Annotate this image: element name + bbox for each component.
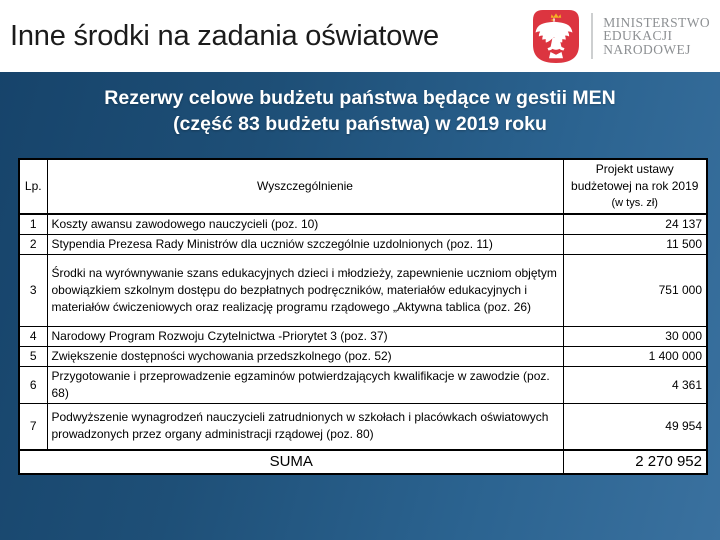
row-number: 2 (19, 235, 47, 255)
col-header-value-line1: Projekt ustawy (595, 162, 674, 176)
page-title: Inne środki na zadania oświatowe (10, 19, 439, 52)
col-header-lp: Lp. (19, 159, 47, 214)
ministry-name-line3: NARODOWEJ (603, 41, 691, 57)
total-value: 2 270 952 (563, 450, 707, 474)
row-item: Narodowy Program Rozwoju Czytelnictwa -Priorytet 3 (poz. 37) (47, 327, 563, 347)
polish-eagle-icon (531, 8, 581, 65)
row-value: 1 400 000 (563, 347, 707, 367)
row-value: 24 137 (563, 214, 707, 235)
table-total-row (19, 450, 707, 474)
row-value: 4 361 (563, 367, 707, 404)
total-label: SUMA (19, 450, 563, 474)
slide-subtitle (0, 85, 720, 137)
row-value: 49 954 (563, 404, 707, 450)
col-header-item: Wyszczególnienie (47, 159, 563, 214)
subtitle-line2: (część 83 budżetu państwa) w 2019 roku (173, 113, 547, 135)
header-band (0, 0, 720, 72)
ministry-name (603, 16, 710, 57)
table-row (19, 347, 707, 367)
row-item: Środki na wyrównywanie szans edukacyjnych dzieci i młodzieży, zapewnienie uczniom objętym obowiązkiem szkolnym dostępu do bezpłatnych podręczników, materiałów edukacyjnych i materiałów ćwiczeniowych oraz realizację programu rządowego „Aktywna tablica (poz. 26) (47, 255, 563, 327)
row-number: 7 (19, 404, 47, 450)
table-row (19, 367, 707, 404)
col-header-value-line3: (w tys. zł) (611, 197, 658, 209)
row-item: Podwyższenie wynagrodzeń nauczycieli zatrudnionych w szkołach i placówkach oświatowych prowadzonych przez organy administracji rządowej (poz. 80) (47, 404, 563, 450)
row-value: 11 500 (563, 235, 707, 255)
col-header-value (563, 159, 707, 214)
row-item: Stypendia Prezesa Rady Ministrów dla uczniów szczególnie uzdolnionych (poz. 11) (47, 235, 563, 255)
ministry-name-line2: EDUKACJI (603, 28, 673, 44)
col-header-value-line2: budżetowej na rok 2019 (571, 179, 699, 193)
row-item: Zwiększenie dostępności wychowania przedszkolnego (poz. 52) (47, 347, 563, 367)
table-row (19, 327, 707, 347)
table-row (19, 255, 707, 327)
row-item: Przygotowanie i przeprowadzenie egzaminów potwierdzających kwalifikacje w zawodzie (poz. 68) (47, 367, 563, 404)
table-row (19, 235, 707, 255)
table-row (19, 214, 707, 235)
row-value: 30 000 (563, 327, 707, 347)
ministry-name-line1: MINISTERSTWO (603, 14, 710, 30)
subtitle-line1: Rezerwy celowe budżetu państwa będące w gestii MEN (104, 87, 616, 109)
table-row (19, 404, 707, 450)
budget-table (18, 158, 708, 475)
row-number: 3 (19, 255, 47, 327)
row-number: 1 (19, 214, 47, 235)
logo-divider (591, 13, 593, 59)
row-item: Koszty awansu zawodowego nauczycieli (poz. 10) (47, 214, 563, 235)
table-header-row (19, 159, 707, 214)
row-number: 5 (19, 347, 47, 367)
row-number: 6 (19, 367, 47, 404)
row-value: 751 000 (563, 255, 707, 327)
ministry-logo (531, 8, 710, 65)
row-number: 4 (19, 327, 47, 347)
